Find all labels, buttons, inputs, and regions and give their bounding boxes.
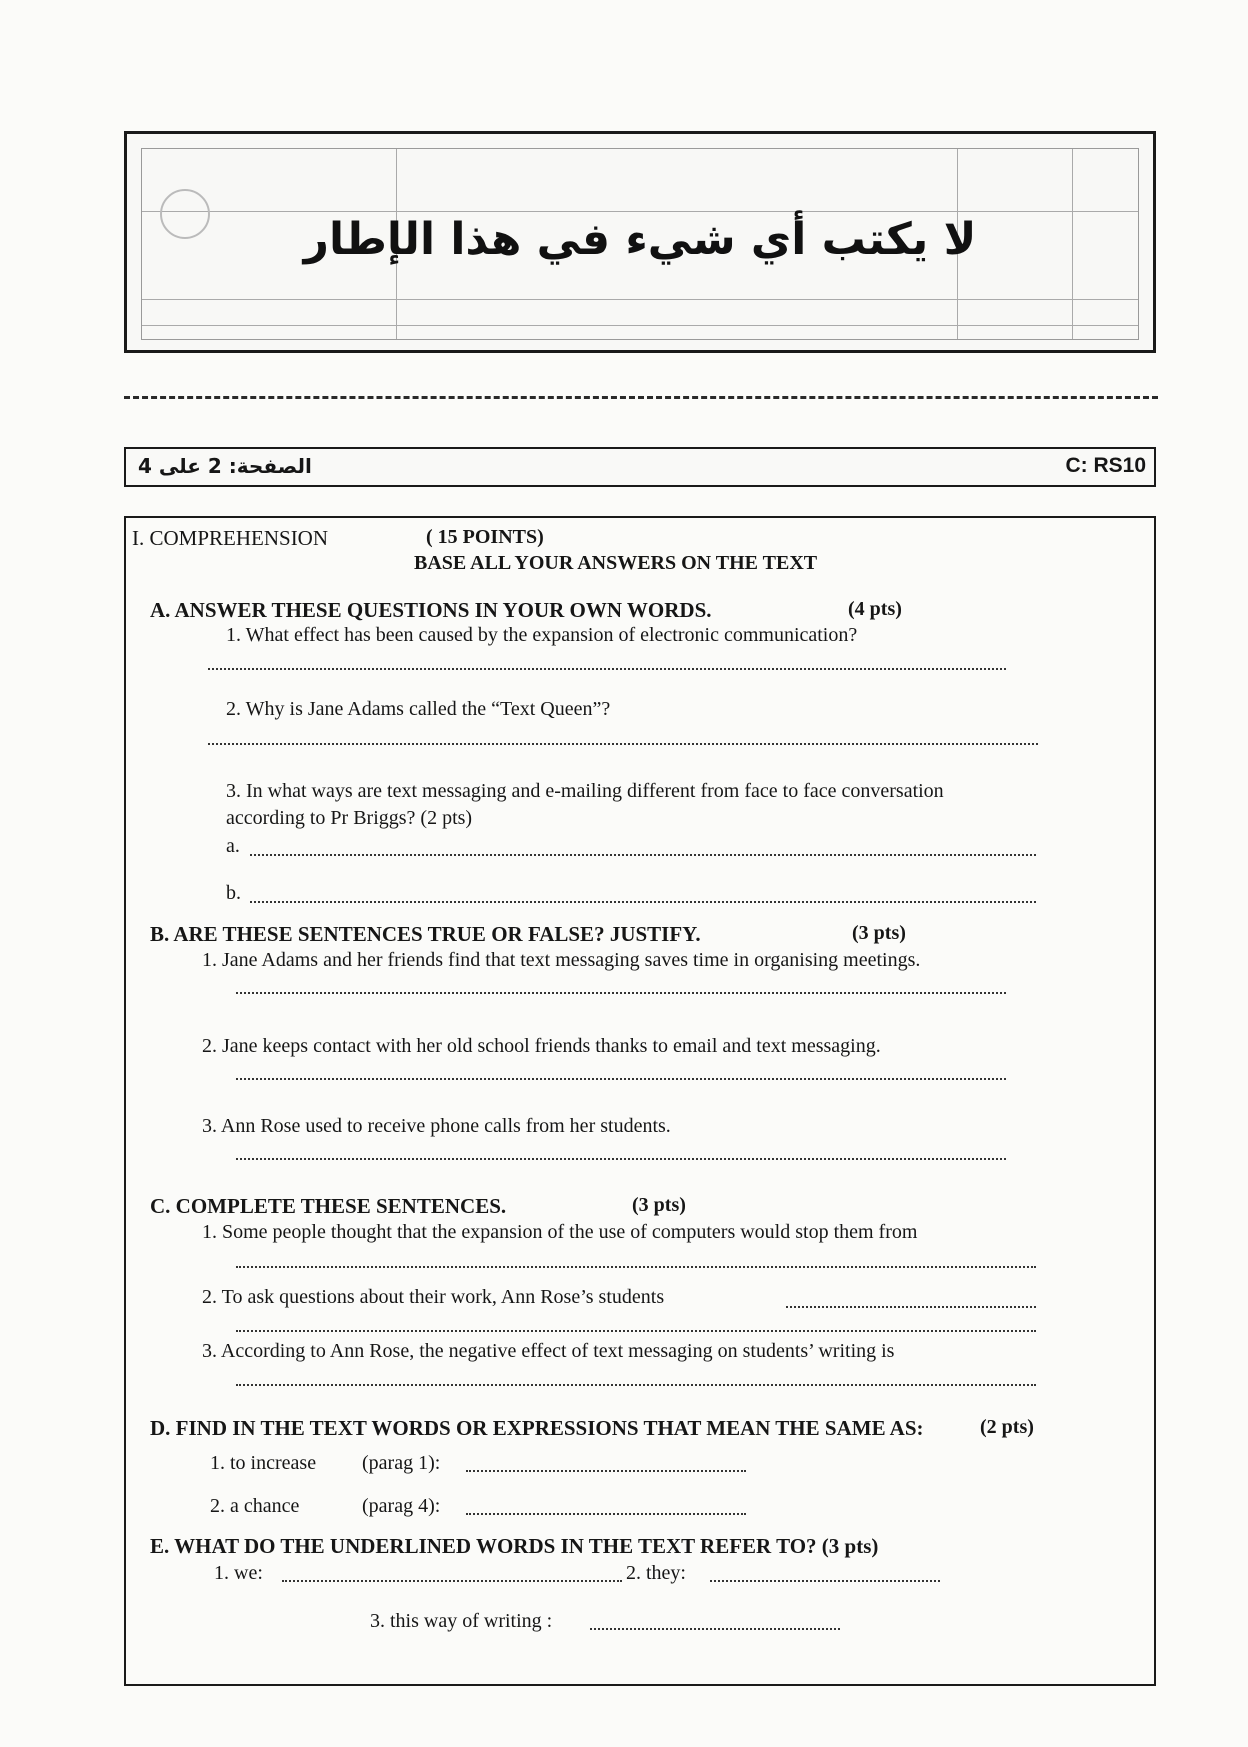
page-info-bar bbox=[124, 447, 1156, 487]
part-e-word-2: 2. they: bbox=[626, 1562, 686, 1584]
comprehension-box bbox=[124, 516, 1156, 1686]
part-a-q3-label-b: b. bbox=[226, 882, 241, 904]
header-frame bbox=[124, 131, 1156, 353]
part-d-word-1-ref: (parag 1): bbox=[362, 1452, 441, 1474]
answer-line-d1[interactable] bbox=[466, 1470, 746, 1472]
answer-line-a2[interactable] bbox=[208, 743, 1038, 745]
part-a-heading: A. ANSWER THESE QUESTIONS IN YOUR OWN WORDS. bbox=[150, 598, 712, 622]
part-e-word-1: 1. we: bbox=[214, 1562, 263, 1584]
answer-line-d2[interactable] bbox=[466, 1513, 746, 1515]
part-d-word-1: 1. to increase bbox=[210, 1452, 317, 1474]
do-not-write-warning: لا يكتب أي شيء في هذا الإطار bbox=[303, 214, 977, 265]
answer-line-e1[interactable] bbox=[282, 1580, 622, 1582]
part-c-sentence-2: 2. To ask questions about their work, Ann Rose’s students bbox=[202, 1286, 665, 1308]
part-a-points: (4 pts) bbox=[848, 598, 902, 620]
section-title: I. COMPREHENSION bbox=[132, 526, 329, 550]
section-points: ( 15 POINTS) bbox=[426, 526, 544, 548]
part-a-question-3-line2: according to Pr Briggs? (2 pts) bbox=[226, 807, 473, 829]
answer-line-e3[interactable] bbox=[590, 1628, 840, 1630]
answer-line-a1[interactable] bbox=[208, 668, 1006, 670]
part-e-heading: E. WHAT DO THE UNDERLINED WORDS IN THE TEXT REFER TO? (3 pts) bbox=[150, 1534, 879, 1558]
part-d-word-2: 2. a chance bbox=[210, 1495, 300, 1517]
answer-line-a3a[interactable] bbox=[250, 854, 1036, 856]
part-b-sentence-2: 2. Jane keeps contact with her old school friends thanks to email and text messaging. bbox=[202, 1035, 881, 1057]
cut-line-divider bbox=[124, 396, 1158, 399]
answer-line-e2[interactable] bbox=[710, 1580, 940, 1582]
part-b-heading: B. ARE THESE SENTENCES TRUE OR FALSE? JUSTIFY. bbox=[150, 922, 701, 946]
part-d-heading: D. FIND IN THE TEXT WORDS OR EXPRESSIONS THAT MEAN THE SAME AS: bbox=[150, 1416, 924, 1440]
part-b-sentence-1: 1. Jane Adams and her friends find that text messaging saves time in organising meetings. bbox=[202, 949, 921, 971]
answer-line-b3[interactable] bbox=[236, 1158, 1006, 1160]
page-number-label: الصفحة: 2 على 4 bbox=[138, 454, 312, 478]
answer-line-b2[interactable] bbox=[236, 1078, 1006, 1080]
answer-line-c3[interactable] bbox=[236, 1384, 1036, 1386]
exam-code: C: RS10 bbox=[1065, 454, 1146, 477]
part-c-sentence-1: 1. Some people thought that the expansion of the use of computers would stop them from bbox=[202, 1221, 918, 1243]
answer-line-c2a[interactable] bbox=[786, 1306, 1036, 1308]
part-a-q3-label-a: a. bbox=[226, 835, 240, 857]
answer-line-c2b[interactable] bbox=[236, 1330, 1036, 1332]
part-d-points: (2 pts) bbox=[980, 1416, 1034, 1438]
part-a-question-2: 2. Why is Jane Adams called the “Text Queen”? bbox=[226, 698, 611, 720]
part-e-word-3: 3. this way of writing : bbox=[370, 1610, 553, 1632]
part-a-question-3-line1: 3. In what ways are text messaging and e-mailing different from face to face conversation bbox=[226, 780, 944, 802]
part-c-sentence-3: 3. According to Ann Rose, the negative effect of text messaging on students’ writing is bbox=[202, 1340, 895, 1362]
answer-line-c1[interactable] bbox=[236, 1266, 1036, 1268]
section-instruction: BASE ALL YOUR ANSWERS ON THE TEXT bbox=[414, 552, 818, 574]
part-d-word-2-ref: (parag 4): bbox=[362, 1495, 441, 1517]
part-a-question-1: 1. What effect has been caused by the expansion of electronic communication? bbox=[226, 624, 858, 646]
answer-line-b1[interactable] bbox=[236, 992, 1006, 994]
answer-line-a3b[interactable] bbox=[250, 901, 1036, 903]
part-b-sentence-3: 3. Ann Rose used to receive phone calls from her students. bbox=[202, 1115, 671, 1137]
part-c-points: (3 pts) bbox=[632, 1194, 686, 1216]
part-b-points: (3 pts) bbox=[852, 922, 906, 944]
part-c-heading: C. COMPLETE THESE SENTENCES. bbox=[150, 1194, 507, 1218]
